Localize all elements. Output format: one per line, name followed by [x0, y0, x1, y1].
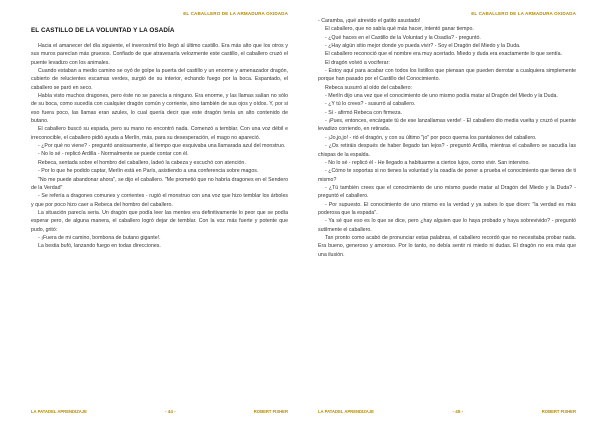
paragraph: El caballero, que no sabía qué más hacer, intentó ganar tiempo. [325, 26, 474, 33]
paragraph: - ¿Cómo te soportas si no tienes la voluntad y la osadía de poner a prueba el conocimiento que tienes de ti mismo? [318, 168, 576, 183]
paragraph: Rebeca, sentada sobre el hombro del caballero, ladeó la cabeza y escuchó con atención. [38, 159, 246, 166]
paragraph: - Caramba, ¡qué atrevido el gatito asustado! [318, 18, 421, 24]
paragraph: - Ya sé que eso es lo que se dice, pero ¿hay alguien que lo haya probado y haya sobrevivido? - preguntó sutilmente el caballero. [318, 218, 576, 233]
paragraph: La bestia bufó, lanzando fuego en todas direcciones. [38, 243, 161, 250]
chapter-title: EL CASTILLO DE LA VOLUNTAD Y LA OSADÍA [31, 27, 175, 34]
paragraph: - ¡Fuera de mi camino, bombona de butano gigante!. [38, 234, 161, 241]
page-number: - 45 - [452, 409, 464, 414]
paragraph: - No lo sé - replicó él - He llegado a habituarme a ciertos lujos, como vivir. San intervino. [325, 159, 530, 166]
paragraph: - No lo sé - replicó Ardilla - Normalmente se puede contar con él. [38, 151, 189, 158]
paragraph: Rebeca susurró al oído del caballero: [325, 84, 412, 91]
paragraph: - Por lo que he podido captar, Merlín está en París, asistiendo a una conferencia sobre magos. [38, 168, 259, 175]
right-page [300, 0, 600, 424]
paragraph: - Se refería a dragones comunes y corrientes - rugió el monstruo con una voz que hizo temblar los árboles y que por poco hizo caer a Rebeca del hombro del caballero. [31, 193, 288, 208]
footer-author: ROBERT FISHER [253, 409, 288, 414]
footer-book-label: LA PATADEL APRENDIZAJE [31, 409, 87, 414]
paragraph: El dragón volvió a vociferar: [325, 59, 390, 66]
paragraph: La situación parecía seria. Un dragón que podía leer las mentes era definitivamente lo peor que se podía esperar pero, de alguna manera, el caballero logró dejar de temblar. Con la voz más fuerte y potente que pudo, gritó: [31, 209, 288, 233]
left-page-body [31, 42, 288, 251]
running-head-left: EL CABALLERO DE LA ARMADURA OXIDADA [183, 11, 288, 16]
paragraph: - ¿Y tú lo crees? - susurró al caballero. [325, 101, 416, 108]
footer-author: ROBERT FISHER [541, 409, 576, 414]
paragraph: El caballero reconoció que el nombre era muy acertado. Miedo y duda era exactamente lo que sentía. [325, 51, 562, 58]
footer-left [31, 409, 288, 414]
paragraph: Cuando estaban a medio camino se oyó de golpe la puerta del castillo y un enorme y amenazador dragón, cubierto de relucientes escamas verdes, surgió de su interior, echando fuego por la boca. Espantado, el caballero se paró en seco. [31, 68, 288, 91]
paragraph: "No me puede abandonar ahora", se dijo el caballero. "Me prometió que no habría dragones en el Sendero de la Verdad" [31, 176, 288, 191]
right-page-body [318, 17, 576, 259]
paragraph: El caballero buscó su espada, pero su mano no encontró nada. Comenzó a temblar. Con una voz débil e irreconocible, el caballero pidió ayuda a Merlín, más, para su desesperación, el mago no apareció. [31, 126, 288, 141]
paragraph: Hacia el amanecer del día siguiente, el inverosímil trío llegó al último castillo. Era más alto que los otros y sus muros parecían más gruesos. Confiado de que atravesaría velozmente este castillo, el caballero cruzó el puente levadizo con los animales. [31, 43, 288, 66]
paragraph: - ¿Os retiráis después de haber llegado tan lejos? - preguntó Ardilla, mientras el caballero se sacudía las chispas de la espalda. [318, 143, 576, 158]
paragraph: - ¿Por qué no viene? - preguntó ansiosamente, al tiempo que esquivaba una llamarada azul del monstruo. [38, 143, 286, 150]
paragraph: - ¿Tú también crees que el conocimiento de uno mismo puede matar al Dragón del Miedo y la Duda? - preguntó el caballero. [318, 184, 576, 200]
paragraph: - ¡Jo,jo,jo! - rió el dragón, y con su último "jo" por poco quema los pantalones del caballero. [325, 134, 537, 141]
paragraph: Había visto muchos dragones, pero éste no se parecía a ninguno. Era enorme, y las llamas salían no sólo de su boca, como sucedía con cualquier dragón común y corriente, sino también de sus ojos y oídos. Y, por si eso fuera poco, las llamas eran azules, lo cual quería decir que este dragón tenía un alto contenido de butano. [31, 93, 288, 125]
paragraph: - Estoy aquí para acabar con todos los listillos que piensan que pueden derrotar a cualquiera simplemente porque han pasado por el Castillo del Conocimiento. [318, 68, 576, 83]
running-head-right: EL CABALLERO DE LA ARMADURA OXIDADA [471, 11, 576, 16]
paragraph: - ¡Pues, entonces, encárgate tú de ese lanzallamas verde! - El caballero dio media vuelta y cruzó el puente levadizo corriendo, en retirada. [318, 118, 576, 133]
paragraph: - Sí - afirmó Rebeca con firmeza. [325, 109, 403, 116]
paragraph: - ¿Qué haces en el Castillo de la Voluntad y la Osadía? - preguntó. [325, 34, 481, 41]
paragraph: Tan pronto como acabó de pronunciar estas palabras, el caballero recordó que no necesitaba probar nada. Era bueno, generoso y amoroso. Por lo tanto, no debía sentir ni miedo ni dudas. El dragón no era más que una ilusión. [318, 234, 576, 258]
paragraph: - ¿Hay algún sitio mejor donde yo pueda vivir? - Soy el Dragón del Miedo y la Duda. [325, 43, 521, 50]
page-number: - 44 - [164, 409, 176, 414]
footer-book-label: LA PATADEL APRENDIZAJE [318, 409, 374, 414]
footer-right [318, 409, 576, 414]
paragraph: - Por supuesto. El conocimiento de uno mismo es la verdad y ya sabes lo que dicen: "la verdad es más poderosa que la espada". [318, 201, 576, 216]
paragraph: - Merlín dijo una vez que el conocimiento de uno mismo podía matar al Dragón del Miedo y la Duda. [325, 93, 558, 100]
